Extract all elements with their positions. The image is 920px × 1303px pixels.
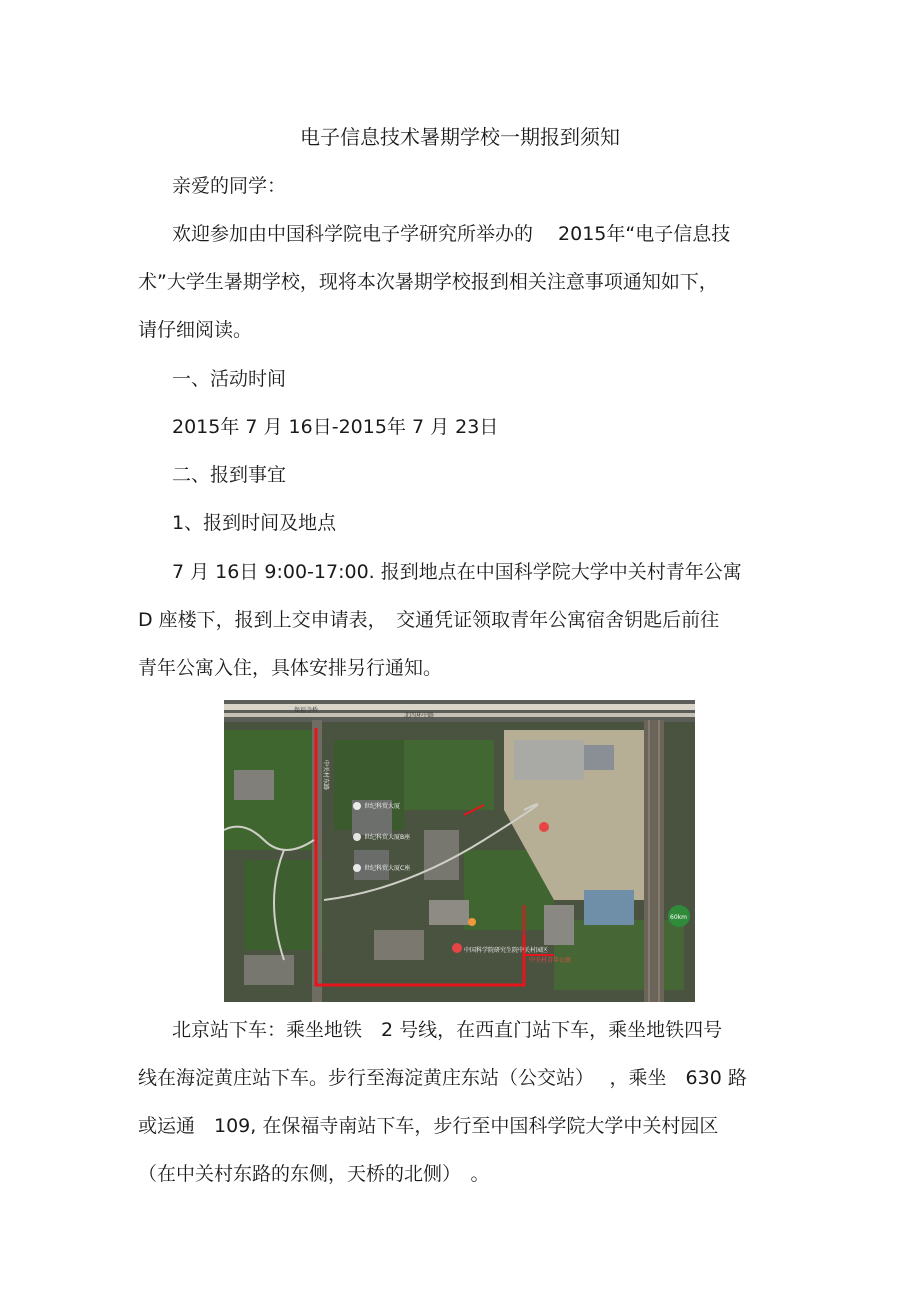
- map-label-world-tower: 世纪科贸大厦: [364, 803, 401, 810]
- page-title: 电子信息技术暑期学校一期报到须知: [300, 125, 620, 149]
- satellite-map: [224, 700, 695, 1002]
- activity-dates: 2015年 7 月 16日-2015年 7 月 23日: [172, 416, 499, 438]
- map-svg: [224, 700, 695, 1002]
- road-label-left: 中关村东路: [322, 760, 329, 791]
- intro-line-2: 术”大学生暑期学校，现将本次暑期学校报到相关注意事项通知如下，: [138, 271, 718, 293]
- greeting: 亲爱的同学：: [172, 175, 287, 197]
- registration-line-1: 7 月 16日 9:00-17:00. 报到地点在中国科学院大学中关村青年公寓: [172, 561, 742, 583]
- map-label-ucas: 中国科学院研究生院中关村园区: [464, 947, 549, 954]
- registration-line-2: D 座楼下，报到上交申请表， 交通凭证领取青年公寓宿舍钥匙后前往: [138, 609, 720, 631]
- map-label-world-tower-b: 世纪科贸大厦B座: [364, 834, 411, 841]
- map-label-world-tower-c: 世纪科贸大厦C座: [364, 865, 411, 872]
- map-label-hotel: 中关村青年公寓: [529, 957, 572, 964]
- intro-line-3: 请仔细阅读。: [138, 319, 253, 341]
- subsection-heading-time-place: 1、报到时间及地点: [172, 512, 337, 534]
- road-label-top-right: 北四环中路: [404, 712, 435, 719]
- speed-badge: 60km: [670, 914, 687, 921]
- road-label-top-left: 保福寺桥: [294, 707, 319, 714]
- directions-line-4: （在中关村东路的东侧，天桥的北侧） 。: [138, 1163, 490, 1185]
- section-heading-time: 一、活动时间: [172, 368, 287, 390]
- map-pin-icon: [539, 822, 549, 832]
- registration-line-3: 青年公寓入住，具体安排另行通知。: [138, 657, 443, 679]
- section-heading-registration: 二、报到事宜: [172, 464, 287, 486]
- directions-line-2: 线在海淀黄庄站下车。步行至海淀黄庄东站（公交站） ，乘坐 630 路: [138, 1067, 747, 1089]
- directions-line-1: 北京站下车：乘坐地铁 2 号线，在西直门站下车，乘坐地铁四号: [172, 1019, 723, 1041]
- intro-line-1: 欢迎参加由中国科学院电子学研究所举办的 2015年“电子信息技: [172, 223, 731, 245]
- directions-line-3: 或运通 109, 在保福寺南站下车，步行至中国科学院大学中关村园区: [138, 1115, 719, 1137]
